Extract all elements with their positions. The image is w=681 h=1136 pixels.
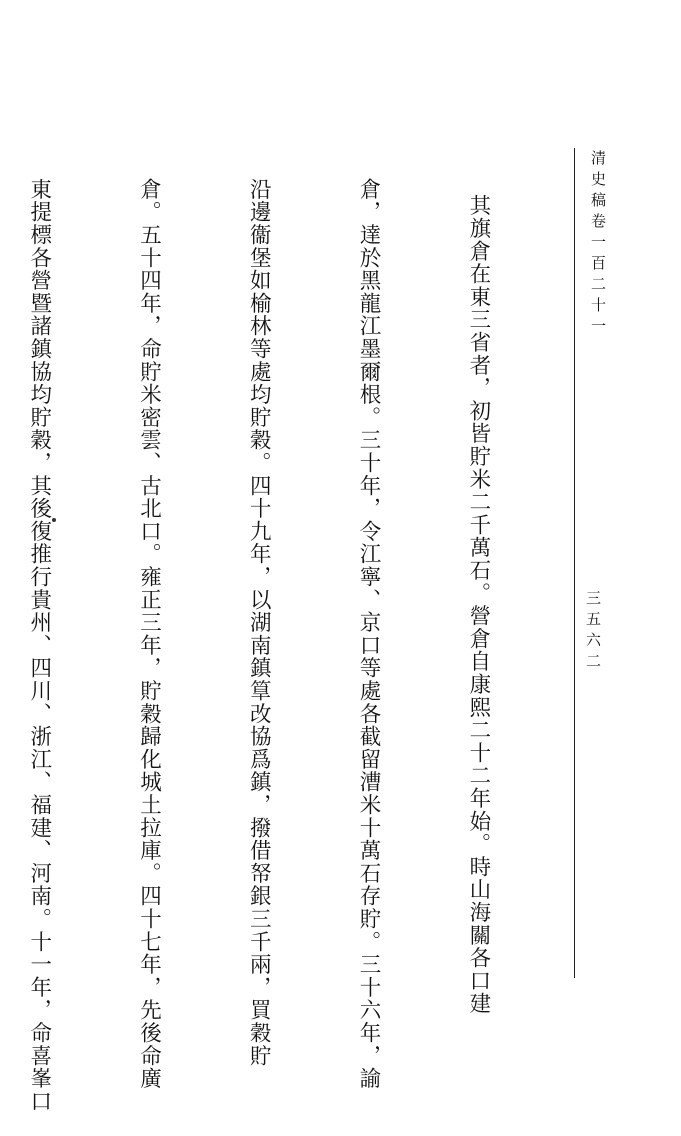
text-column: 東提標各營暨諸鎮協均貯穀，其後復推行貴州、四川、浙江、福建、河南。十一年，命喜峯口 [26,178,52,1113]
body-text [0,178,569,1113]
page-number: 三五六二 [584,590,602,674]
header-rule [574,148,575,978]
text-column: 倉。五十四年，命貯米密雲、古北口。雍正三年，貯穀歸化城土拉庫。四十七年，先後命廣 [136,178,162,1090]
running-head-title: 清史稿卷一百二十一 [589,150,607,339]
text-column: 其旗倉在東三省者，初皆貯米二千萬石。營倉自康熙二十二年始。時山海關各口建 [465,178,491,1016]
text-column: 沿邊衞堡如榆林等處均貯穀。四十九年，以湖南鎮筸改協爲鎮，撥借帑銀三千兩，買穀貯 [246,178,272,1068]
scan-speck [52,518,56,522]
text-column: 倉，達於黑龍江墨爾根。三十年，令江寧、京口等處各截留漕米十萬石存貯。三十六年，諭 [356,178,382,1090]
